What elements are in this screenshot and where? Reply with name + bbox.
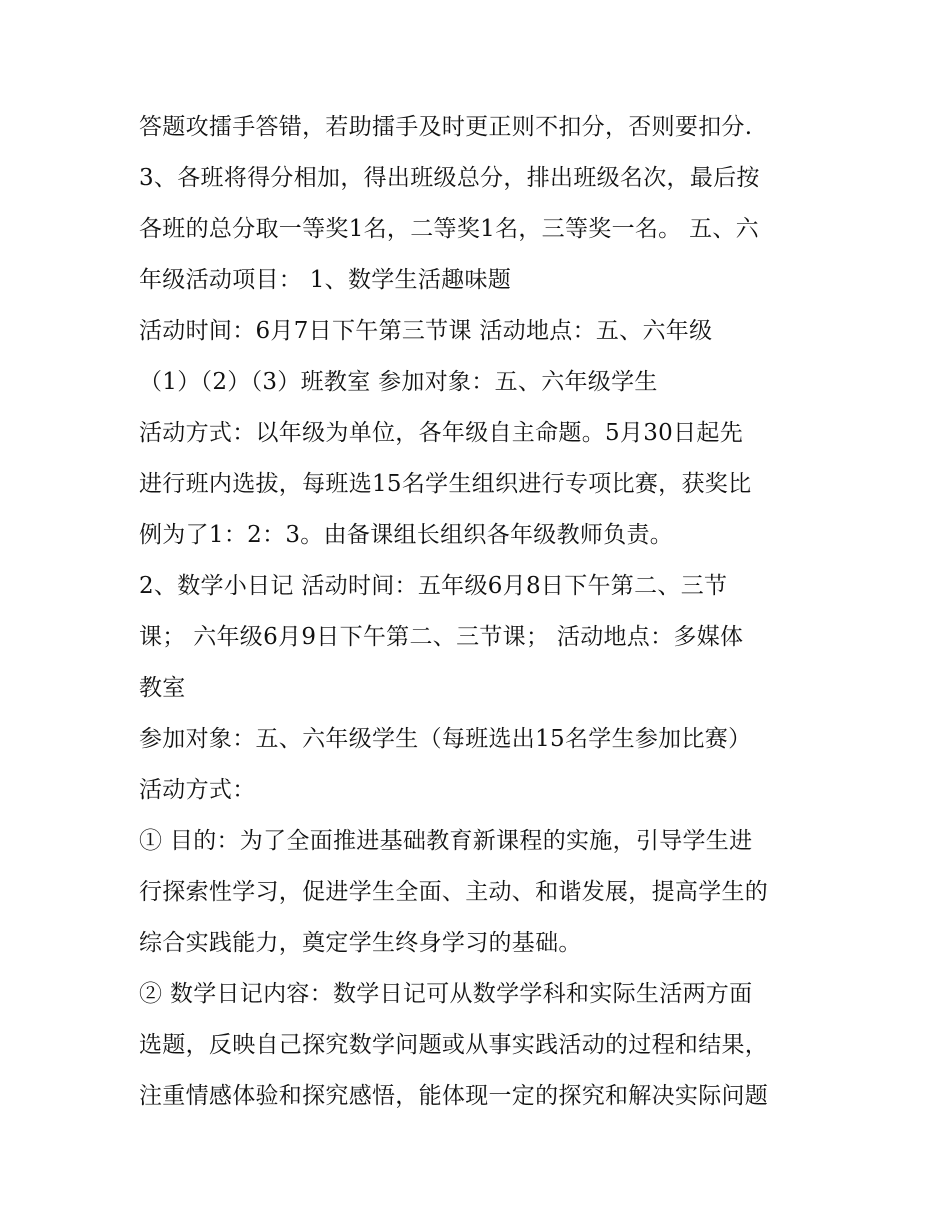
text-line-9: 例为了1：2：3。由备课组长组织各年级教师负责。 <box>139 522 674 548</box>
text-line-13: 参加对象：五、六年级学生（每班选出15名学生参加比赛） <box>139 726 752 752</box>
text-line-17: 综合实践能力，奠定学生终身学习的基础。 <box>139 930 582 956</box>
text-line-4: 年级活动项目： 1、数学生活趣味题 <box>139 267 512 293</box>
text-line-1: 答题攻擂手答错，若助擂手及时更正则不扣分，否则要扣分. <box>139 114 753 140</box>
text-line-12: 教室 <box>139 675 186 701</box>
text-line-15: ① 目的：为了全面推进基础教育新课程的实施，引导学生进 <box>139 828 753 854</box>
text-line-8: 进行班内选拔，每班选15名学生组织进行专项比赛，获奖比 <box>139 471 752 497</box>
text-line-2: 3、各班将得分相加，得出班级总分，排出班级名次，最后按 <box>139 165 760 191</box>
text-line-6: （1）（2）（3）班教室 参加对象：五、六年级学生 <box>139 369 658 395</box>
text-line-14: 活动方式： <box>139 777 256 803</box>
text-line-3: 各班的总分取一等奖1名，二等奖1名，三等奖一名。 五、六 <box>139 216 759 242</box>
text-line-11: 课； 六年级6月9日下午第二、三节课； 活动地点：多媒体 <box>139 624 744 650</box>
text-line-19: 选题，反映自己探究数学问题或从事实践活动的过程和结果， <box>139 1032 769 1058</box>
text-line-7: 活动方式：以年级为单位，各年级自主命题。5月30日起先 <box>139 420 743 446</box>
text-line-18: ② 数学日记内容：数学日记可从数学学科和实际生活两方面 <box>139 981 753 1007</box>
text-line-5: 活动时间：6月7日下午第三节课 活动地点：五、六年级 <box>139 318 713 344</box>
text-line-10: 2、数学小日记 活动时间：五年级6月8日下午第二、三节 <box>139 573 728 599</box>
text-line-20: 注重情感体验和探究感悟，能体现一定的探究和解决实际问题 <box>139 1083 769 1109</box>
text-line-16: 行探索性学习，促进学生全面、主动、和谐发展，提高学生的 <box>139 879 769 905</box>
